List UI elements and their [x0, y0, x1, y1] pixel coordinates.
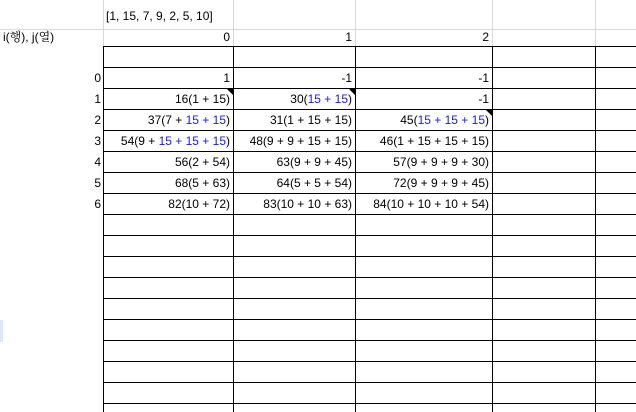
empty-cell[interactable] — [596, 404, 636, 412]
dp-cell-5-2[interactable] — [356, 173, 493, 194]
empty-cell[interactable] — [234, 404, 356, 412]
empty-cell[interactable] — [493, 68, 596, 89]
dp-cell-2-1[interactable] — [234, 110, 356, 131]
cell-text: ) — [348, 92, 352, 106]
empty-cell[interactable] — [493, 362, 596, 383]
cell-text: 46(1 + 15 + 15 + 15) — [379, 134, 489, 148]
cell-text: -1 — [478, 71, 489, 85]
row-header-2[interactable]: 2 — [94, 113, 101, 127]
cell-text: 64(5 + 5 + 54) — [276, 176, 352, 190]
row-header-1[interactable]: 1 — [94, 92, 101, 106]
empty-cell[interactable] — [596, 320, 636, 341]
empty-cell[interactable] — [493, 236, 596, 257]
empty-cell[interactable] — [493, 89, 596, 110]
comment-indicator-icon[interactable] — [349, 89, 355, 95]
empty-cell[interactable] — [234, 341, 356, 362]
faint-gridline — [492, 0, 493, 46]
dp-cell-6-2[interactable] — [356, 194, 493, 215]
empty-cell[interactable] — [104, 383, 234, 404]
empty-cell[interactable] — [596, 299, 636, 320]
empty-cell[interactable] — [596, 383, 636, 404]
cell-text: 83(10 + 10 + 63) — [263, 197, 352, 211]
empty-cell[interactable] — [493, 320, 596, 341]
highlighted-term: 15 + 15 + 15 — [158, 134, 226, 148]
cell-text: 56(2 + 54) — [174, 155, 230, 169]
row-header-3[interactable]: 3 — [94, 134, 101, 148]
dp-cell-6-0[interactable] — [104, 194, 234, 215]
dp-cell-1-0[interactable] — [104, 89, 234, 110]
column-header-2[interactable]: 2 — [482, 30, 489, 44]
cell-text: 1 — [223, 71, 230, 85]
empty-cell[interactable] — [234, 383, 356, 404]
empty-cell[interactable] — [104, 236, 234, 257]
empty-cell[interactable] — [493, 131, 596, 152]
row-header-6[interactable]: 6 — [94, 197, 101, 211]
cell-text: 84(10 + 10 + 10 + 54) — [373, 197, 489, 211]
cell-text: -1 — [478, 92, 489, 106]
empty-cell[interactable] — [104, 299, 234, 320]
empty-cell[interactable] — [104, 278, 234, 299]
input-array-cell[interactable]: [1, 15, 7, 9, 2, 5, 10] — [106, 9, 213, 23]
dp-cell-1-2[interactable] — [356, 89, 493, 110]
dp-cell-5-1[interactable] — [234, 173, 356, 194]
cell-text: ) — [485, 113, 489, 127]
empty-cell[interactable] — [493, 47, 596, 68]
dp-cell-4-2[interactable] — [356, 152, 493, 173]
dp-cell-4-1[interactable] — [234, 152, 356, 173]
cell-text: 63(9 + 9 + 45) — [276, 155, 352, 169]
empty-cell[interactable] — [356, 362, 493, 383]
empty-cell[interactable] — [596, 47, 636, 68]
dp-cell-5-0[interactable] — [104, 173, 234, 194]
empty-cell[interactable] — [596, 68, 636, 89]
empty-cell[interactable] — [234, 215, 356, 236]
empty-cell[interactable] — [234, 278, 356, 299]
empty-cell[interactable] — [234, 299, 356, 320]
dp-cell-6-1[interactable] — [234, 194, 356, 215]
faint-gridline — [595, 0, 596, 46]
empty-cell[interactable] — [596, 236, 636, 257]
cell-text: 48(9 + 9 + 15 + 15) — [249, 134, 352, 148]
empty-cell[interactable] — [596, 110, 636, 131]
cell-text: -1 — [341, 71, 352, 85]
empty-cell[interactable] — [493, 404, 596, 412]
dp-cell-3-2[interactable] — [356, 131, 493, 152]
empty-cell[interactable] — [356, 278, 493, 299]
empty-cell[interactable] — [596, 194, 636, 215]
dp-cell-2-0[interactable] — [104, 110, 234, 131]
dp-cell-0-0[interactable] — [104, 68, 234, 89]
empty-cell[interactable] — [596, 152, 636, 173]
empty-cell[interactable] — [356, 47, 493, 68]
cell-text: 37(7 + — [147, 113, 186, 127]
cell-text: 45( — [400, 113, 418, 127]
cell-text: 82(10 + 72) — [168, 197, 230, 211]
row-header-4[interactable]: 4 — [94, 155, 101, 169]
empty-cell[interactable] — [493, 278, 596, 299]
cell-text: 31(1 + 15 + 15) — [269, 113, 352, 127]
cell-text: 57(9 + 9 + 9 + 30) — [393, 155, 489, 169]
empty-cell[interactable] — [234, 236, 356, 257]
empty-cell[interactable] — [493, 383, 596, 404]
empty-cell[interactable] — [104, 404, 234, 412]
highlighted-term: 15 + 15 + 15 — [417, 113, 485, 127]
dp-cell-4-0[interactable] — [104, 152, 234, 173]
cell-text: 16(1 + 15) — [174, 92, 230, 106]
dp-cell-3-0[interactable] — [104, 131, 234, 152]
cell-text: ) — [226, 134, 230, 148]
empty-cell[interactable] — [596, 362, 636, 383]
empty-cell[interactable] — [234, 47, 356, 68]
empty-cell[interactable] — [356, 341, 493, 362]
empty-cell[interactable] — [234, 320, 356, 341]
cell-text: ) — [226, 113, 230, 127]
highlighted-term: 15 + 15 — [185, 113, 226, 127]
dp-cell-0-2[interactable] — [356, 68, 493, 89]
empty-cell[interactable] — [493, 215, 596, 236]
empty-cell[interactable] — [356, 320, 493, 341]
empty-cell[interactable] — [596, 131, 636, 152]
empty-cell[interactable] — [493, 257, 596, 278]
empty-cell[interactable] — [596, 89, 636, 110]
empty-cell[interactable] — [104, 47, 234, 68]
empty-cell[interactable] — [356, 299, 493, 320]
empty-cell[interactable] — [234, 362, 356, 383]
empty-cell[interactable] — [493, 341, 596, 362]
empty-cell[interactable] — [493, 299, 596, 320]
cell-text: 30( — [290, 92, 308, 106]
row-header-0[interactable]: 0 — [94, 71, 101, 85]
empty-cell[interactable] — [596, 257, 636, 278]
empty-cell[interactable] — [356, 236, 493, 257]
empty-cell[interactable] — [104, 320, 234, 341]
empty-cell[interactable] — [356, 257, 493, 278]
empty-cell[interactable] — [104, 257, 234, 278]
empty-cell[interactable] — [104, 362, 234, 383]
highlighted-term: 15 + 15 — [307, 92, 348, 106]
empty-cell[interactable] — [104, 341, 234, 362]
empty-cell[interactable] — [356, 383, 493, 404]
empty-cell[interactable] — [596, 341, 636, 362]
empty-cell[interactable] — [596, 215, 636, 236]
axis-label-cell[interactable]: i(행), j(열) — [3, 30, 55, 44]
column-header-1[interactable]: 1 — [345, 30, 352, 44]
selection-marker — [0, 320, 3, 342]
empty-cell[interactable] — [356, 404, 493, 412]
cell-text: 68(5 + 63) — [174, 176, 230, 190]
dp-cell-1-1[interactable] — [234, 89, 356, 110]
dp-cell-0-1[interactable] — [234, 68, 356, 89]
cell-text: 54(9 + — [120, 134, 159, 148]
column-header-0[interactable]: 0 — [223, 30, 230, 44]
empty-cell[interactable] — [493, 194, 596, 215]
empty-cell[interactable] — [596, 173, 636, 194]
dp-cell-2-2[interactable] — [356, 110, 493, 131]
empty-cell[interactable] — [356, 215, 493, 236]
dp-cell-3-1[interactable] — [234, 131, 356, 152]
empty-cell[interactable] — [493, 152, 596, 173]
empty-cell[interactable] — [493, 110, 596, 131]
cell-text: 72(9 + 9 + 9 + 45) — [393, 176, 489, 190]
empty-cell[interactable] — [596, 278, 636, 299]
row-header-5[interactable]: 5 — [94, 176, 101, 190]
empty-cell[interactable] — [234, 257, 356, 278]
comment-indicator-icon[interactable] — [486, 110, 492, 116]
comment-indicator-icon[interactable] — [227, 89, 233, 95]
empty-cell[interactable] — [104, 215, 234, 236]
empty-cell[interactable] — [493, 173, 596, 194]
